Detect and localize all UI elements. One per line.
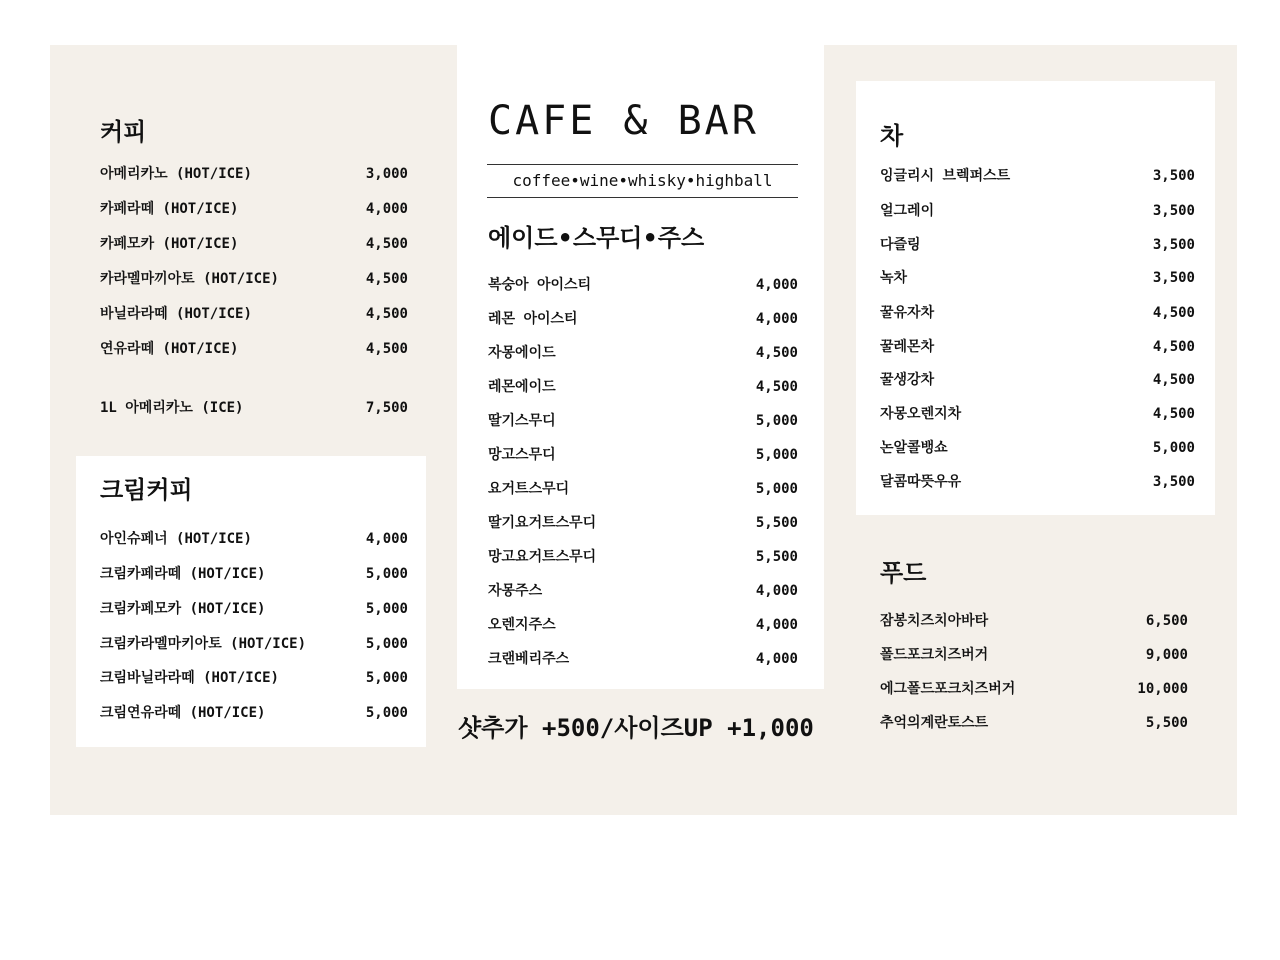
item-price: 4,500 <box>365 236 408 252</box>
item-name: 논알콜뱅쇼 <box>880 440 948 456</box>
item-name: 녹차 <box>880 270 908 286</box>
item-price: 4,500 <box>1152 406 1195 422</box>
item-price: 10,000 <box>1137 681 1188 697</box>
item-name: 레몬에이드 <box>488 379 556 395</box>
item-name: 달콤따뜻우유 <box>880 474 962 490</box>
item-name: 추억의계란토스트 <box>880 715 989 731</box>
item-name: 레몬 아이스티 <box>488 311 578 327</box>
ade-section-title: 에이드•스무디•주스 <box>488 224 705 252</box>
item-price: 5,000 <box>365 636 408 652</box>
item-name: 얼그레이 <box>880 203 935 219</box>
item-name: 아인슈페너 (HOT/ICE) <box>100 531 252 547</box>
item-name: 카페모카 (HOT/ICE) <box>100 236 239 252</box>
item-price: 7,500 <box>365 400 408 416</box>
item-name: 자몽주스 <box>488 583 543 599</box>
cream-coffee-list <box>100 530 408 730</box>
item-price: 5,000 <box>755 481 798 497</box>
item-price: 5,000 <box>365 566 408 582</box>
item-price: 4,500 <box>755 345 798 361</box>
item-name: 복숭아 아이스티 <box>488 277 592 293</box>
item-name: 망고스무디 <box>488 447 556 463</box>
extra-options-note: 샷추가 +500/사이즈UP +1,000 <box>458 714 814 742</box>
item-price: 5,500 <box>755 549 798 565</box>
item-name: 크림카라멜마키아토 (HOT/ICE) <box>100 636 307 652</box>
item-name: 꿀유자차 <box>880 305 935 321</box>
coffee-section-title: 커피 <box>100 118 147 146</box>
coffee-list <box>100 165 408 425</box>
item-price: 4,000 <box>755 651 798 667</box>
item-name: 요거트스무디 <box>488 481 570 497</box>
item-name: 잉글리시 브렉퍼스트 <box>880 168 1011 184</box>
item-name: 크림카페모카 (HOT/ICE) <box>100 601 266 617</box>
item-name: 꿀레몬차 <box>880 339 935 355</box>
item-price: 5,000 <box>365 601 408 617</box>
item-name: 연유라떼 (HOT/ICE) <box>100 341 239 357</box>
item-price: 5,500 <box>1145 715 1188 731</box>
item-price: 4,000 <box>365 531 408 547</box>
item-price: 3,500 <box>1152 203 1195 219</box>
item-name: 카라멜마끼아토 (HOT/ICE) <box>100 271 279 287</box>
item-name: 자몽오렌지차 <box>880 406 962 422</box>
item-name: 오렌지주스 <box>488 617 556 633</box>
item-name: 에그폴드포크치즈버거 <box>880 681 1016 697</box>
ade-list <box>488 276 798 676</box>
food-section-title: 푸드 <box>880 559 927 587</box>
item-name: 크림연유라떼 (HOT/ICE) <box>100 705 266 721</box>
tea-list <box>880 167 1195 497</box>
item-price: 9,000 <box>1145 647 1188 663</box>
item-price: 4,500 <box>1152 339 1195 355</box>
brand-tagline: coffee•wine•whisky•highball <box>487 164 798 198</box>
item-name: 크림카페라떼 (HOT/ICE) <box>100 566 266 582</box>
item-price: 6,500 <box>1145 613 1188 629</box>
item-name: 크랜베리주스 <box>488 651 570 667</box>
item-price: 4,000 <box>755 311 798 327</box>
item-name: 다즐링 <box>880 237 921 253</box>
item-price: 5,000 <box>365 705 408 721</box>
item-price: 5,500 <box>755 515 798 531</box>
item-name: 딸기스무디 <box>488 413 556 429</box>
item-name: 꿀생강차 <box>880 372 935 388</box>
item-price: 3,000 <box>365 166 408 182</box>
item-price: 4,500 <box>1152 305 1195 321</box>
item-name: 폴드포크치즈버거 <box>880 647 989 663</box>
item-price: 3,500 <box>1152 237 1195 253</box>
item-price: 4,500 <box>365 271 408 287</box>
item-price: 4,000 <box>365 201 408 217</box>
item-price: 4,500 <box>365 306 408 322</box>
item-price: 4,000 <box>755 277 798 293</box>
item-name: 자몽에이드 <box>488 345 556 361</box>
item-name: 카페라떼 (HOT/ICE) <box>100 201 239 217</box>
item-price: 3,500 <box>1152 474 1195 490</box>
item-price: 3,500 <box>1152 270 1195 286</box>
item-price: 4,000 <box>755 617 798 633</box>
item-price: 4,500 <box>365 341 408 357</box>
item-name: 잠봉치즈치아바타 <box>880 613 989 629</box>
food-list <box>880 612 1188 742</box>
item-price: 5,000 <box>755 447 798 463</box>
item-name: 1L 아메리카노 (ICE) <box>100 400 244 416</box>
brand-title: CAFE & BAR <box>488 98 759 144</box>
item-name: 망고요거트스무디 <box>488 549 597 565</box>
item-price: 4,000 <box>755 583 798 599</box>
cream-coffee-section-title: 크림커피 <box>100 476 193 504</box>
tea-section-title: 차 <box>880 122 904 150</box>
item-name: 크림바닐라라떼 (HOT/ICE) <box>100 670 279 686</box>
item-price: 5,000 <box>755 413 798 429</box>
item-price: 4,500 <box>1152 372 1195 388</box>
item-name: 딸기요거트스무디 <box>488 515 597 531</box>
item-price: 5,000 <box>365 670 408 686</box>
item-price: 5,000 <box>1152 440 1195 456</box>
item-price: 4,500 <box>755 379 798 395</box>
item-name: 아메리카노 (HOT/ICE) <box>100 166 252 182</box>
item-name: 바닐라라떼 (HOT/ICE) <box>100 306 252 322</box>
item-price: 3,500 <box>1152 168 1195 184</box>
